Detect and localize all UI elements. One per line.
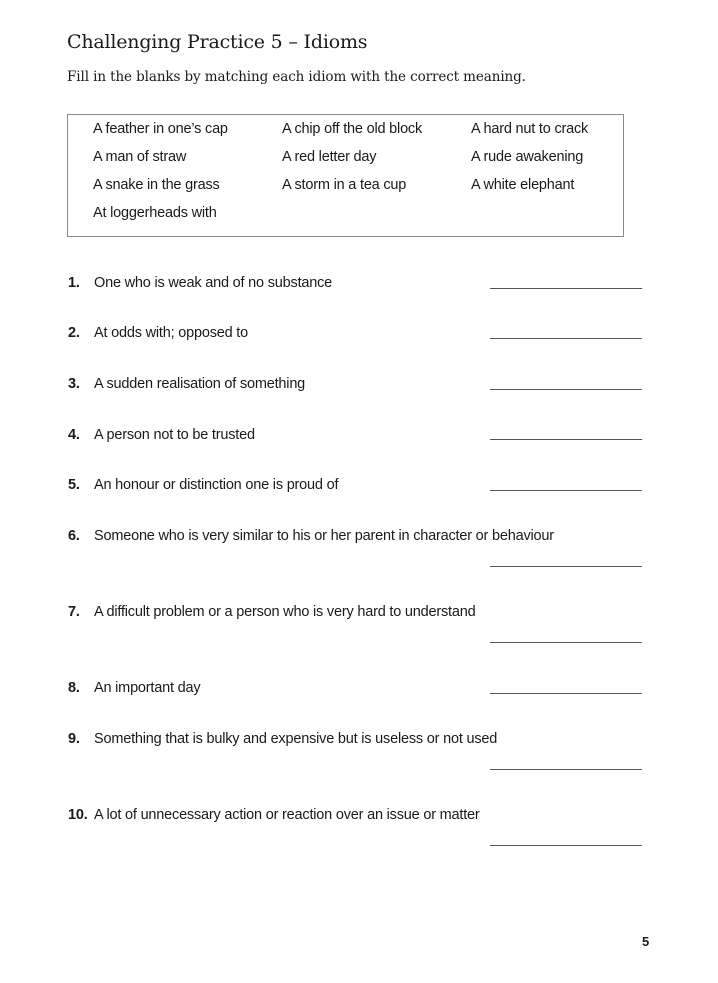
answer-line-8[interactable] bbox=[490, 693, 642, 694]
answer-line-5[interactable] bbox=[490, 490, 642, 491]
question-text: Something that is bulky and expensive but is useless or not used bbox=[94, 731, 498, 747]
idiom-item: A hard nut to crack bbox=[471, 121, 589, 137]
answer-line-1[interactable] bbox=[490, 288, 642, 289]
question-text: One who is weak and of no substance bbox=[94, 275, 333, 291]
idiom-item: A storm in a tea cup bbox=[282, 177, 407, 193]
idiom-item: At loggerheads with bbox=[93, 205, 217, 221]
question-4 bbox=[68, 427, 255, 443]
question-number: 1. bbox=[68, 275, 80, 291]
answer-line-4[interactable] bbox=[490, 439, 642, 440]
question-text: A sudden realisation of something bbox=[94, 376, 306, 392]
question-text: A lot of unnecessary action or reaction over an issue or matter bbox=[94, 807, 480, 823]
question-6 bbox=[68, 528, 554, 544]
question-9 bbox=[68, 731, 497, 747]
question-text: A person not to be trusted bbox=[94, 427, 255, 443]
idiom-item: A rude awakening bbox=[471, 149, 584, 165]
idiom-item: A red letter day bbox=[282, 149, 377, 165]
question-text: Someone who is very similar to his or her parent in character or behaviour bbox=[94, 528, 554, 544]
question-text: A difficult problem or a person who is very hard to understand bbox=[94, 604, 476, 620]
question-text: An important day bbox=[94, 680, 201, 696]
question-number: 6. bbox=[68, 528, 80, 544]
idiom-item: A feather in one’s cap bbox=[93, 121, 228, 137]
question-8 bbox=[68, 680, 200, 696]
page-number: 5 bbox=[642, 934, 650, 949]
idiom-word-box bbox=[67, 114, 624, 237]
question-number: 3. bbox=[68, 376, 80, 392]
answer-line-9[interactable] bbox=[490, 769, 642, 770]
instructions: Fill in the blanks by matching each idiom with the correct meaning. bbox=[67, 69, 526, 85]
question-1 bbox=[68, 275, 332, 291]
question-7 bbox=[68, 604, 475, 620]
question-number: 4. bbox=[68, 427, 80, 443]
idiom-item: A man of straw bbox=[93, 149, 187, 165]
question-3 bbox=[68, 376, 305, 392]
question-text: An honour or distinction one is proud of bbox=[94, 477, 339, 493]
question-number: 5. bbox=[68, 477, 80, 493]
question-number: 10. bbox=[68, 807, 88, 823]
question-number: 9. bbox=[68, 731, 80, 747]
answer-line-3[interactable] bbox=[490, 389, 642, 390]
idiom-item: A snake in the grass bbox=[93, 177, 220, 193]
question-text: At odds with; opposed to bbox=[94, 325, 248, 341]
question-number: 2. bbox=[68, 325, 80, 341]
answer-line-10[interactable] bbox=[490, 845, 642, 846]
question-number: 7. bbox=[68, 604, 80, 620]
idiom-item: A white elephant bbox=[471, 177, 575, 193]
question-5 bbox=[68, 477, 338, 493]
question-number: 8. bbox=[68, 680, 80, 696]
idiom-item: A chip off the old block bbox=[282, 121, 423, 137]
question-10 bbox=[68, 807, 480, 823]
answer-line-7[interactable] bbox=[490, 642, 642, 643]
question-2 bbox=[68, 325, 248, 341]
answer-line-6[interactable] bbox=[490, 566, 642, 567]
page-title: Challenging Practice 5 – Idioms bbox=[67, 31, 368, 53]
answer-line-2[interactable] bbox=[490, 338, 642, 339]
